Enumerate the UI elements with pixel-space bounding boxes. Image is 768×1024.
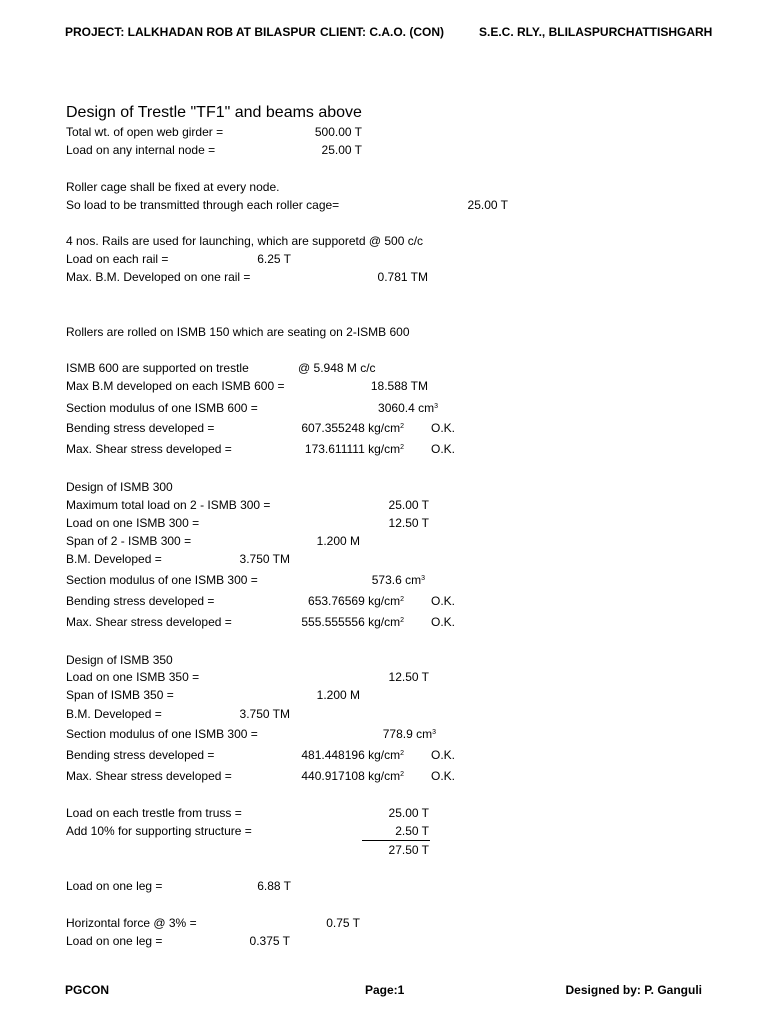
trestle-leg-label: Load on one leg = bbox=[66, 879, 163, 893]
ismb350-ss-label: Max. Shear stress developed = bbox=[66, 769, 232, 783]
ismb350-sm-value: 778.9 $cm^3$ bbox=[382, 727, 436, 741]
rails-note: 4 nos. Rails are used for launching, which are supporetd @ 500 c/c bbox=[66, 234, 424, 248]
footer-designed: Designed by: P. Ganguli bbox=[565, 983, 702, 997]
ismb600-supported-value: @ 5.948 M c/c bbox=[298, 361, 376, 375]
transmit-value: 25.00 T bbox=[467, 198, 508, 212]
footer-page: Page:1 bbox=[365, 983, 405, 997]
ismb300-ss-label: Max. Shear stress developed = bbox=[66, 615, 232, 629]
ismb600-bm-label: Max B.M developed on each ISMB 600 = bbox=[66, 379, 285, 393]
ismb350-ss-ok: O.K. bbox=[431, 769, 456, 783]
ismb300-max-load-label: Maximum total load on 2 - ISMB 300 = bbox=[66, 498, 271, 512]
load-node-value: 25.00 T bbox=[321, 143, 362, 157]
ismb300-bm-value: 3.750 TM bbox=[239, 552, 290, 566]
ismb600-ss-ok: O.K. bbox=[431, 442, 456, 456]
trestle-leg-value: 6.88 T bbox=[257, 879, 291, 893]
ismb600-ss-value: 173.611111 $kg/cm^2$ bbox=[304, 442, 404, 456]
bm-rail-label: Max. B.M. Developed on one rail = bbox=[66, 270, 251, 284]
ismb300-bs-value: 653.76569 $kg/cm^2$ bbox=[308, 594, 404, 608]
total-wt-value: 500.00 T bbox=[314, 125, 362, 139]
ismb600-ss-label: Max. Shear stress developed = bbox=[66, 442, 232, 456]
trestle-add-label: Add 10% for supporting structure = bbox=[66, 824, 252, 838]
ismb350-bs-ok: O.K. bbox=[431, 748, 456, 762]
ismb300-bm-label: B.M. Developed = bbox=[66, 552, 162, 566]
ismb350-load-one-value: 12.50 T bbox=[388, 670, 429, 684]
trestle-load-truss-value: 25.00 T bbox=[388, 806, 429, 820]
ismb300-load-one-value: 12.50 T bbox=[388, 516, 429, 530]
footer-left: PGCON bbox=[65, 983, 110, 997]
sum-rule bbox=[362, 840, 430, 841]
ismb300-max-load-value: 25.00 T bbox=[388, 498, 429, 512]
trestle-leg2-value: 0.375 T bbox=[249, 934, 290, 948]
header-client: CLIENT: C.A.O. (CON) bbox=[320, 25, 444, 39]
ismb350-bs-value: 481.448196 $kg/cm^2$ bbox=[301, 748, 404, 762]
header-project: PROJECT: LALKHADAN ROB AT BILASPUR bbox=[65, 25, 316, 39]
ismb300-ss-ok: O.K. bbox=[431, 615, 456, 629]
ismb300-span-value: 1.200 M bbox=[316, 534, 360, 548]
ismb300-bs-ok: O.K. bbox=[431, 594, 456, 608]
ismb300-sm-value: 573.6 $cm^3$ bbox=[371, 573, 425, 587]
trestle-load-truss-label: Load on each trestle from truss = bbox=[66, 806, 242, 820]
ismb350-span-value: 1.200 M bbox=[316, 688, 360, 702]
ismb350-ss-value: 440.917108 $kg/cm^2$ bbox=[301, 769, 404, 783]
bm-rail-value: 0.781 TM bbox=[377, 270, 428, 284]
ismb350-heading: Design of ISMB 350 bbox=[66, 653, 173, 667]
ismb350-span-label: Span of ISMB 350 = bbox=[66, 688, 174, 702]
ismb600-sm-label: Section modulus of one ISMB 600 = bbox=[66, 401, 258, 415]
load-rail-label: Load on each rail = bbox=[66, 252, 169, 266]
ismb300-heading: Design of ISMB 300 bbox=[66, 480, 173, 494]
total-wt-label: Total wt. of open web girder = bbox=[66, 125, 224, 139]
ismb350-sm-label: Section modulus of one ISMB 300 = bbox=[66, 727, 258, 741]
transmit-label: So load to be transmitted through each roller cage= bbox=[66, 198, 340, 212]
ismb300-bs-label: Bending stress developed = bbox=[66, 594, 215, 608]
ismb600-supported-label: ISMB 600 are supported on trestle bbox=[66, 361, 249, 375]
hforce-value: 0.75 T bbox=[326, 916, 360, 930]
ismb600-bs-value: 607.355248 $kg/cm^2$ bbox=[301, 421, 404, 435]
hforce-label: Horizontal force @ 3% = bbox=[66, 916, 197, 930]
roller-fixed-note: Roller cage shall be fixed at every node. bbox=[66, 180, 280, 194]
ismb600-bs-label: Bending stress developed = bbox=[66, 421, 215, 435]
ismb300-sm-label: Section modulus of one ISMB 300 = bbox=[66, 573, 258, 587]
trestle-total-value: 27.50 T bbox=[388, 843, 429, 857]
ismb600-sm-value: 3060.4 $cm^3$ bbox=[378, 401, 438, 415]
trestle-add-value: 2.50 T bbox=[395, 824, 429, 838]
trestle-leg2-label: Load on one leg = bbox=[66, 934, 163, 948]
ismb300-span-label: Span of 2 - ISMB 300 = bbox=[66, 534, 192, 548]
load-node-label: Load on any internal node = bbox=[66, 143, 216, 157]
ismb350-bs-label: Bending stress developed = bbox=[66, 748, 215, 762]
rollers-note: Rollers are rolled on ISMB 150 which are seating on 2-ISMB 600 bbox=[66, 325, 410, 339]
ismb350-bm-label: B.M. Developed = bbox=[66, 707, 162, 721]
ismb600-bm-value: 18.588 TM bbox=[370, 379, 428, 393]
ismb350-load-one-label: Load on one ISMB 350 = bbox=[66, 670, 200, 684]
page-title: Design of Trestle "TF1" and beams above bbox=[66, 104, 362, 121]
ismb300-ss-value: 555.555556 $kg/cm^2$ bbox=[301, 615, 404, 629]
ismb600-bs-ok: O.K. bbox=[431, 421, 456, 435]
ismb300-load-one-label: Load on one ISMB 300 = bbox=[66, 516, 200, 530]
header-railway: S.E.C. RLY., BLILASPURCHATTISHGARH bbox=[479, 25, 713, 39]
ismb350-bm-value: 3.750 TM bbox=[239, 707, 290, 721]
load-rail-value: 6.25 T bbox=[257, 252, 291, 266]
